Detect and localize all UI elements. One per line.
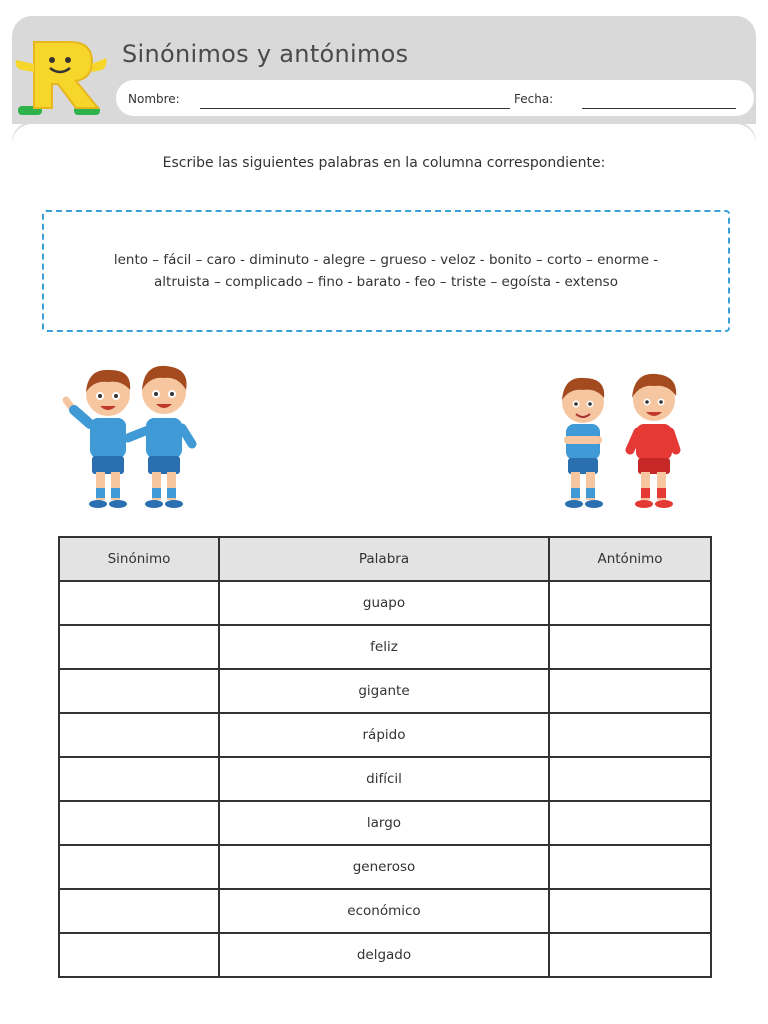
header-sinonimo: Sinónimo (59, 537, 219, 581)
kids-illustration-left (62, 360, 212, 512)
word-bank-line-1: lento – fácil – caro - diminuto - alegre – grueso - veloz - bonito – corto – enorme - (113, 252, 659, 268)
palabra-cell: generoso (219, 845, 549, 889)
antonimo-cell[interactable] (549, 625, 711, 669)
antonimo-cell[interactable] (549, 801, 711, 845)
sinonimo-cell[interactable] (59, 889, 219, 933)
table-row (59, 713, 711, 757)
sinonimo-cell[interactable] (59, 625, 219, 669)
antonimo-cell[interactable] (549, 845, 711, 889)
table-header-row (59, 537, 711, 581)
antonimo-cell[interactable] (549, 669, 711, 713)
boy-left-1 (66, 370, 130, 508)
sinonimo-cell[interactable] (59, 713, 219, 757)
table-row (59, 889, 711, 933)
word-bank-line-2: altruista – complicado – fino - barato - feo – triste – egoísta - extenso (154, 274, 618, 290)
sinonimo-cell[interactable] (59, 757, 219, 801)
palabra-cell: económico (219, 889, 549, 933)
table-row (59, 757, 711, 801)
date-field[interactable] (582, 108, 736, 109)
logo-r-mascot (12, 34, 108, 118)
kids-illustration-right (550, 370, 700, 512)
table-row (59, 801, 711, 845)
sinonimo-cell[interactable] (59, 933, 219, 977)
sinonimo-cell[interactable] (59, 845, 219, 889)
antonimo-cell[interactable] (549, 713, 711, 757)
sinonimo-cell[interactable] (59, 801, 219, 845)
boy-right-red (630, 374, 676, 508)
name-field[interactable] (200, 108, 510, 109)
boy-right-blue (562, 378, 604, 508)
antonimo-cell[interactable] (549, 933, 711, 977)
sinonimo-cell[interactable] (59, 669, 219, 713)
antonimo-cell[interactable] (549, 889, 711, 933)
palabra-cell: largo (219, 801, 549, 845)
palabra-cell: rápido (219, 713, 549, 757)
date-label: Fecha: (514, 92, 554, 106)
antonimo-cell[interactable] (549, 757, 711, 801)
word-bank-box (42, 210, 730, 332)
sinonimo-cell[interactable] (59, 581, 219, 625)
table-row (59, 581, 711, 625)
palabra-cell: gigante (219, 669, 549, 713)
table-row (59, 625, 711, 669)
table-row (59, 845, 711, 889)
table-row (59, 933, 711, 977)
antonimo-cell[interactable] (549, 581, 711, 625)
header-antonimo: Antónimo (549, 537, 711, 581)
table-row (59, 669, 711, 713)
name-label: Nombre: (128, 92, 180, 106)
palabra-cell: difícil (219, 757, 549, 801)
page-title: Sinónimos y antónimos (122, 40, 409, 68)
svg-text:R: R (12, 34, 13, 35)
boy-left-2 (128, 366, 192, 508)
palabra-cell: delgado (219, 933, 549, 977)
header-palabra: Palabra (219, 537, 549, 581)
palabra-cell: guapo (219, 581, 549, 625)
words-table (58, 536, 712, 978)
name-date-bar (116, 80, 754, 116)
palabra-cell: feliz (219, 625, 549, 669)
instructions: Escribe las siguientes palabras en la columna correspondiente: (162, 155, 606, 171)
